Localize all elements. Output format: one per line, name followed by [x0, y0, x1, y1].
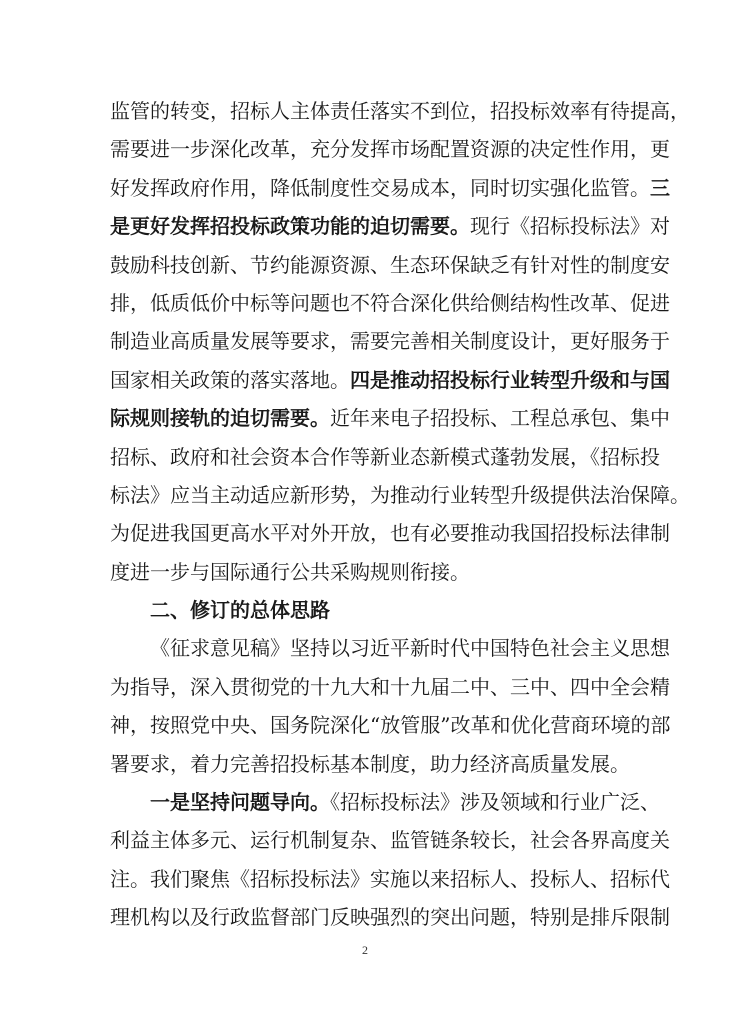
paragraph-line: 标法》应当主动适应新形势，为推动行业转型升级提供法治保障。 — [110, 482, 690, 507]
paragraph-line: 为促进我国更高水平对外开放，也有必要推动我国招投标法律制 — [110, 521, 670, 546]
paragraph-line: 一是坚持问题导向。《招标投标法》涉及领域和行业广泛、 — [150, 790, 660, 815]
bold-phrase: 是更好发挥招投标政策功能的迫切需要。 — [110, 214, 470, 239]
bold-phrase: 一是坚持问题导向。 — [150, 790, 330, 815]
page-number: 2 — [362, 943, 368, 957]
paragraph-line: 理机构以及行政监督部门反映强烈的突出问题，特别是排斥限制 — [110, 905, 670, 930]
paragraph-line: 好发挥政府作用，降低制度性交易成本，同时切实强化监管。三 — [110, 175, 670, 200]
paragraph-line: 署要求，着力完善招投标基本制度，助力经济高质量发展。 — [110, 751, 630, 776]
paragraph-line: 度进一步与国际通行公共采购规则衔接。 — [110, 559, 470, 584]
paragraph-line: 需要进一步深化改革，充分发挥市场配置资源的决定性作用，更 — [110, 137, 670, 162]
paragraph-line: 制造业高质量发展等要求，需要完善相关制度设计，更好服务于 — [110, 329, 670, 354]
paragraph-line: 排，低质低价中标等问题也不符合深化供给侧结构性改革、促进 — [110, 290, 670, 315]
paragraph-line: 神，按照党中央、国务院深化“放管服”改革和优化营商环境的部 — [110, 713, 671, 738]
bold-phrase: 际规则接轨的迫切需要。 — [110, 406, 330, 431]
paragraph-line: 注。我们聚焦《招标投标法》实施以来招标人、投标人、招标代 — [110, 866, 670, 891]
paragraph-line: 鼓励科技创新、节约能源资源、生态环保缺乏有针对性的制度安 — [110, 252, 670, 277]
paragraph-line: 招标、政府和社会资本合作等新业态新模式蓬勃发展，《招标投 — [110, 444, 660, 469]
paragraph-line: 利益主体多元、运行机制复杂、监管链条较长，社会各界高度关 — [110, 828, 670, 853]
bold-phrase: 四是推动招投标行业转型升级和与国 — [350, 367, 670, 392]
bold-phrase: 三 — [650, 175, 670, 200]
paragraph-line: 是更好发挥招投标政策功能的迫切需要。现行《招标投标法》对 — [110, 214, 670, 239]
section-heading: 二、修订的总体思路 — [150, 598, 330, 623]
paragraph-line: 国家相关政策的落实落地。四是推动招投标行业转型升级和与国 — [110, 367, 670, 392]
paragraph-line: 监管的转变，招标人主体责任落实不到位，招投标效率有待提高， — [110, 99, 690, 123]
paragraph-line: 《征求意见稿》坚持以习近平新时代中国特色社会主义思想 — [150, 636, 670, 661]
paragraph-line: 为指导，深入贯彻党的十九大和十九届二中、三中、四中全会精 — [110, 674, 670, 699]
paragraph-line: 际规则接轨的迫切需要。近年来电子招投标、工程总承包、集中 — [110, 406, 670, 431]
body-text — [110, 92, 690, 937]
